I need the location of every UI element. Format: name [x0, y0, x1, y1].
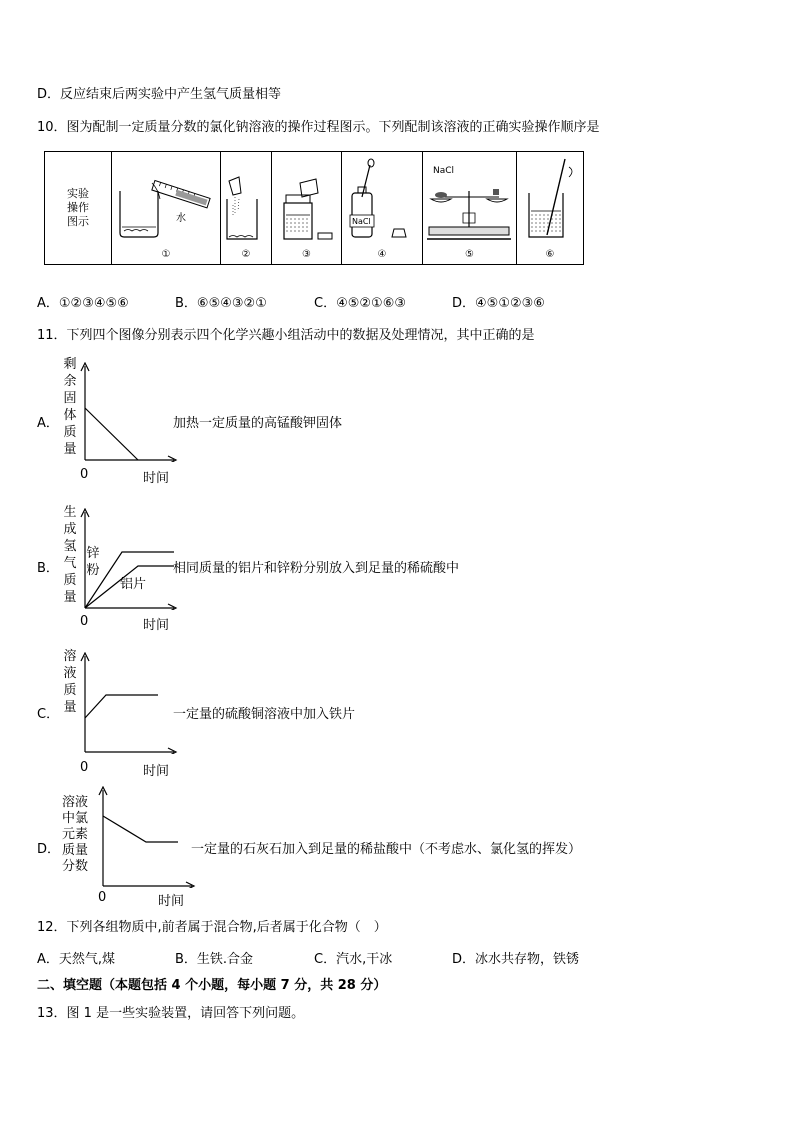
stirring-illustration: [517, 153, 583, 245]
q10-experiment-table: [44, 151, 584, 265]
graph-c-option: C．: [37, 707, 60, 722]
step-4-cell: [342, 152, 423, 265]
graph-b-option: B．: [37, 561, 59, 576]
q12-option-d: D．冰水共存物，铁锈: [452, 952, 580, 967]
graph-b-origin: 0: [80, 614, 89, 629]
graph-c-ylabel: 溶 液 质 量: [63, 649, 77, 715]
graph-a-ylabel: 剩 余 固 体 质 量: [63, 357, 77, 457]
step-2-number: ②: [241, 249, 251, 260]
graph-b-zinc-label: 锌粉: [86, 546, 100, 578]
graph-b-aluminum-label: 铝片: [120, 577, 147, 592]
step-6-number: ⑥: [545, 249, 555, 260]
graph-c-origin: 0: [80, 760, 89, 775]
q9-option-d: D．反应结束后两实验中产生氢气质量相等: [37, 87, 282, 102]
table-label: 实验 操作 图示: [45, 152, 112, 265]
graph-d-line: [103, 816, 178, 842]
graph-a-plot: [78, 362, 178, 462]
graph-d-xlabel: 时间: [158, 894, 185, 909]
graph-a-description: 加热一定质量的高锰酸钾固体: [173, 416, 343, 431]
step-4-number: ④: [377, 249, 387, 260]
q12-option-c: C．汽水,干冰: [314, 952, 393, 967]
balance-illustration: [423, 153, 516, 245]
graph-a-option: A．: [37, 416, 59, 431]
step-2-cell: [221, 152, 272, 265]
q12-option-b: B．生铁.合金: [175, 952, 254, 967]
q12-option-a: A．天然气,煤: [37, 952, 116, 967]
step-5-cell: [423, 152, 517, 265]
graph-a-line: [85, 408, 138, 460]
reagent-bottle-illustration: [342, 153, 422, 245]
step-1-cell: [112, 152, 221, 265]
graph-b-xlabel: 时间: [143, 618, 170, 633]
add-salt-illustration: [221, 153, 271, 245]
q12-stem: 12．下列各组物质中,前者属于混合物,后者属于化合物（ ）: [37, 920, 387, 935]
q10-option-c: C．④⑤②①⑥③: [314, 296, 407, 311]
water-label: 水: [176, 213, 186, 224]
graph-b-ylabel: 生 成 氢 气 质 量: [63, 505, 77, 605]
graph-d-option: D．: [37, 842, 61, 857]
step-3-number: ③: [302, 249, 311, 260]
step-6-cell: [517, 152, 584, 265]
section-2-heading: 二、填空题（本题包括 4 个小题，每小题 7 分，共 28 分）: [37, 978, 387, 993]
graph-c-line: [85, 695, 158, 718]
graph-c-plot: [78, 652, 178, 754]
q13-stem: 13．图 1 是一些实验装置，请回答下列问题。: [37, 1006, 305, 1021]
q10-option-b: B．⑥⑤④③②①: [175, 296, 267, 311]
graph-d-plot: [96, 786, 196, 888]
nacl-balance-label: NaCl: [433, 166, 455, 176]
q10-option-a: A．①②③④⑤⑥: [37, 296, 129, 311]
graph-c-xlabel: 时间: [143, 764, 170, 779]
step-3-cell: [272, 152, 342, 265]
graph-a-origin: 0: [80, 467, 89, 482]
graph-c-description: 一定量的硫酸铜溶液中加入铁片: [173, 707, 356, 722]
q11-stem: 11．下列四个图像分别表示四个化学兴趣小组活动中的数据及处理情况，其中正确的是: [37, 328, 535, 343]
graph-d-origin: 0: [98, 890, 107, 905]
graph-b-description: 相同质量的铝片和锌粉分别放入到足量的稀硫酸中: [173, 561, 460, 576]
graph-d-description: 一定量的石灰石加入到足量的稀盐酸中（不考虑水、氯化氢的挥发）: [191, 842, 582, 857]
step-1-number: ①: [161, 249, 171, 260]
nacl-bottle-label: NaCl: [352, 217, 371, 226]
graph-a-xlabel: 时间: [143, 471, 170, 486]
step-5-number: ⑤: [465, 249, 474, 260]
transfer-illustration: [272, 153, 341, 245]
graph-d-ylabel: 溶液 中氯 元素 质量 分数: [62, 795, 89, 874]
pour-water-illustration: [112, 153, 220, 245]
q10-option-d: D．④⑤①②③⑥: [452, 296, 545, 311]
q10-stem: 10．图为配制一定质量分数的氯化钠溶液的操作过程图示。下列配制该溶液的正确实验操作顺序是: [37, 120, 600, 135]
